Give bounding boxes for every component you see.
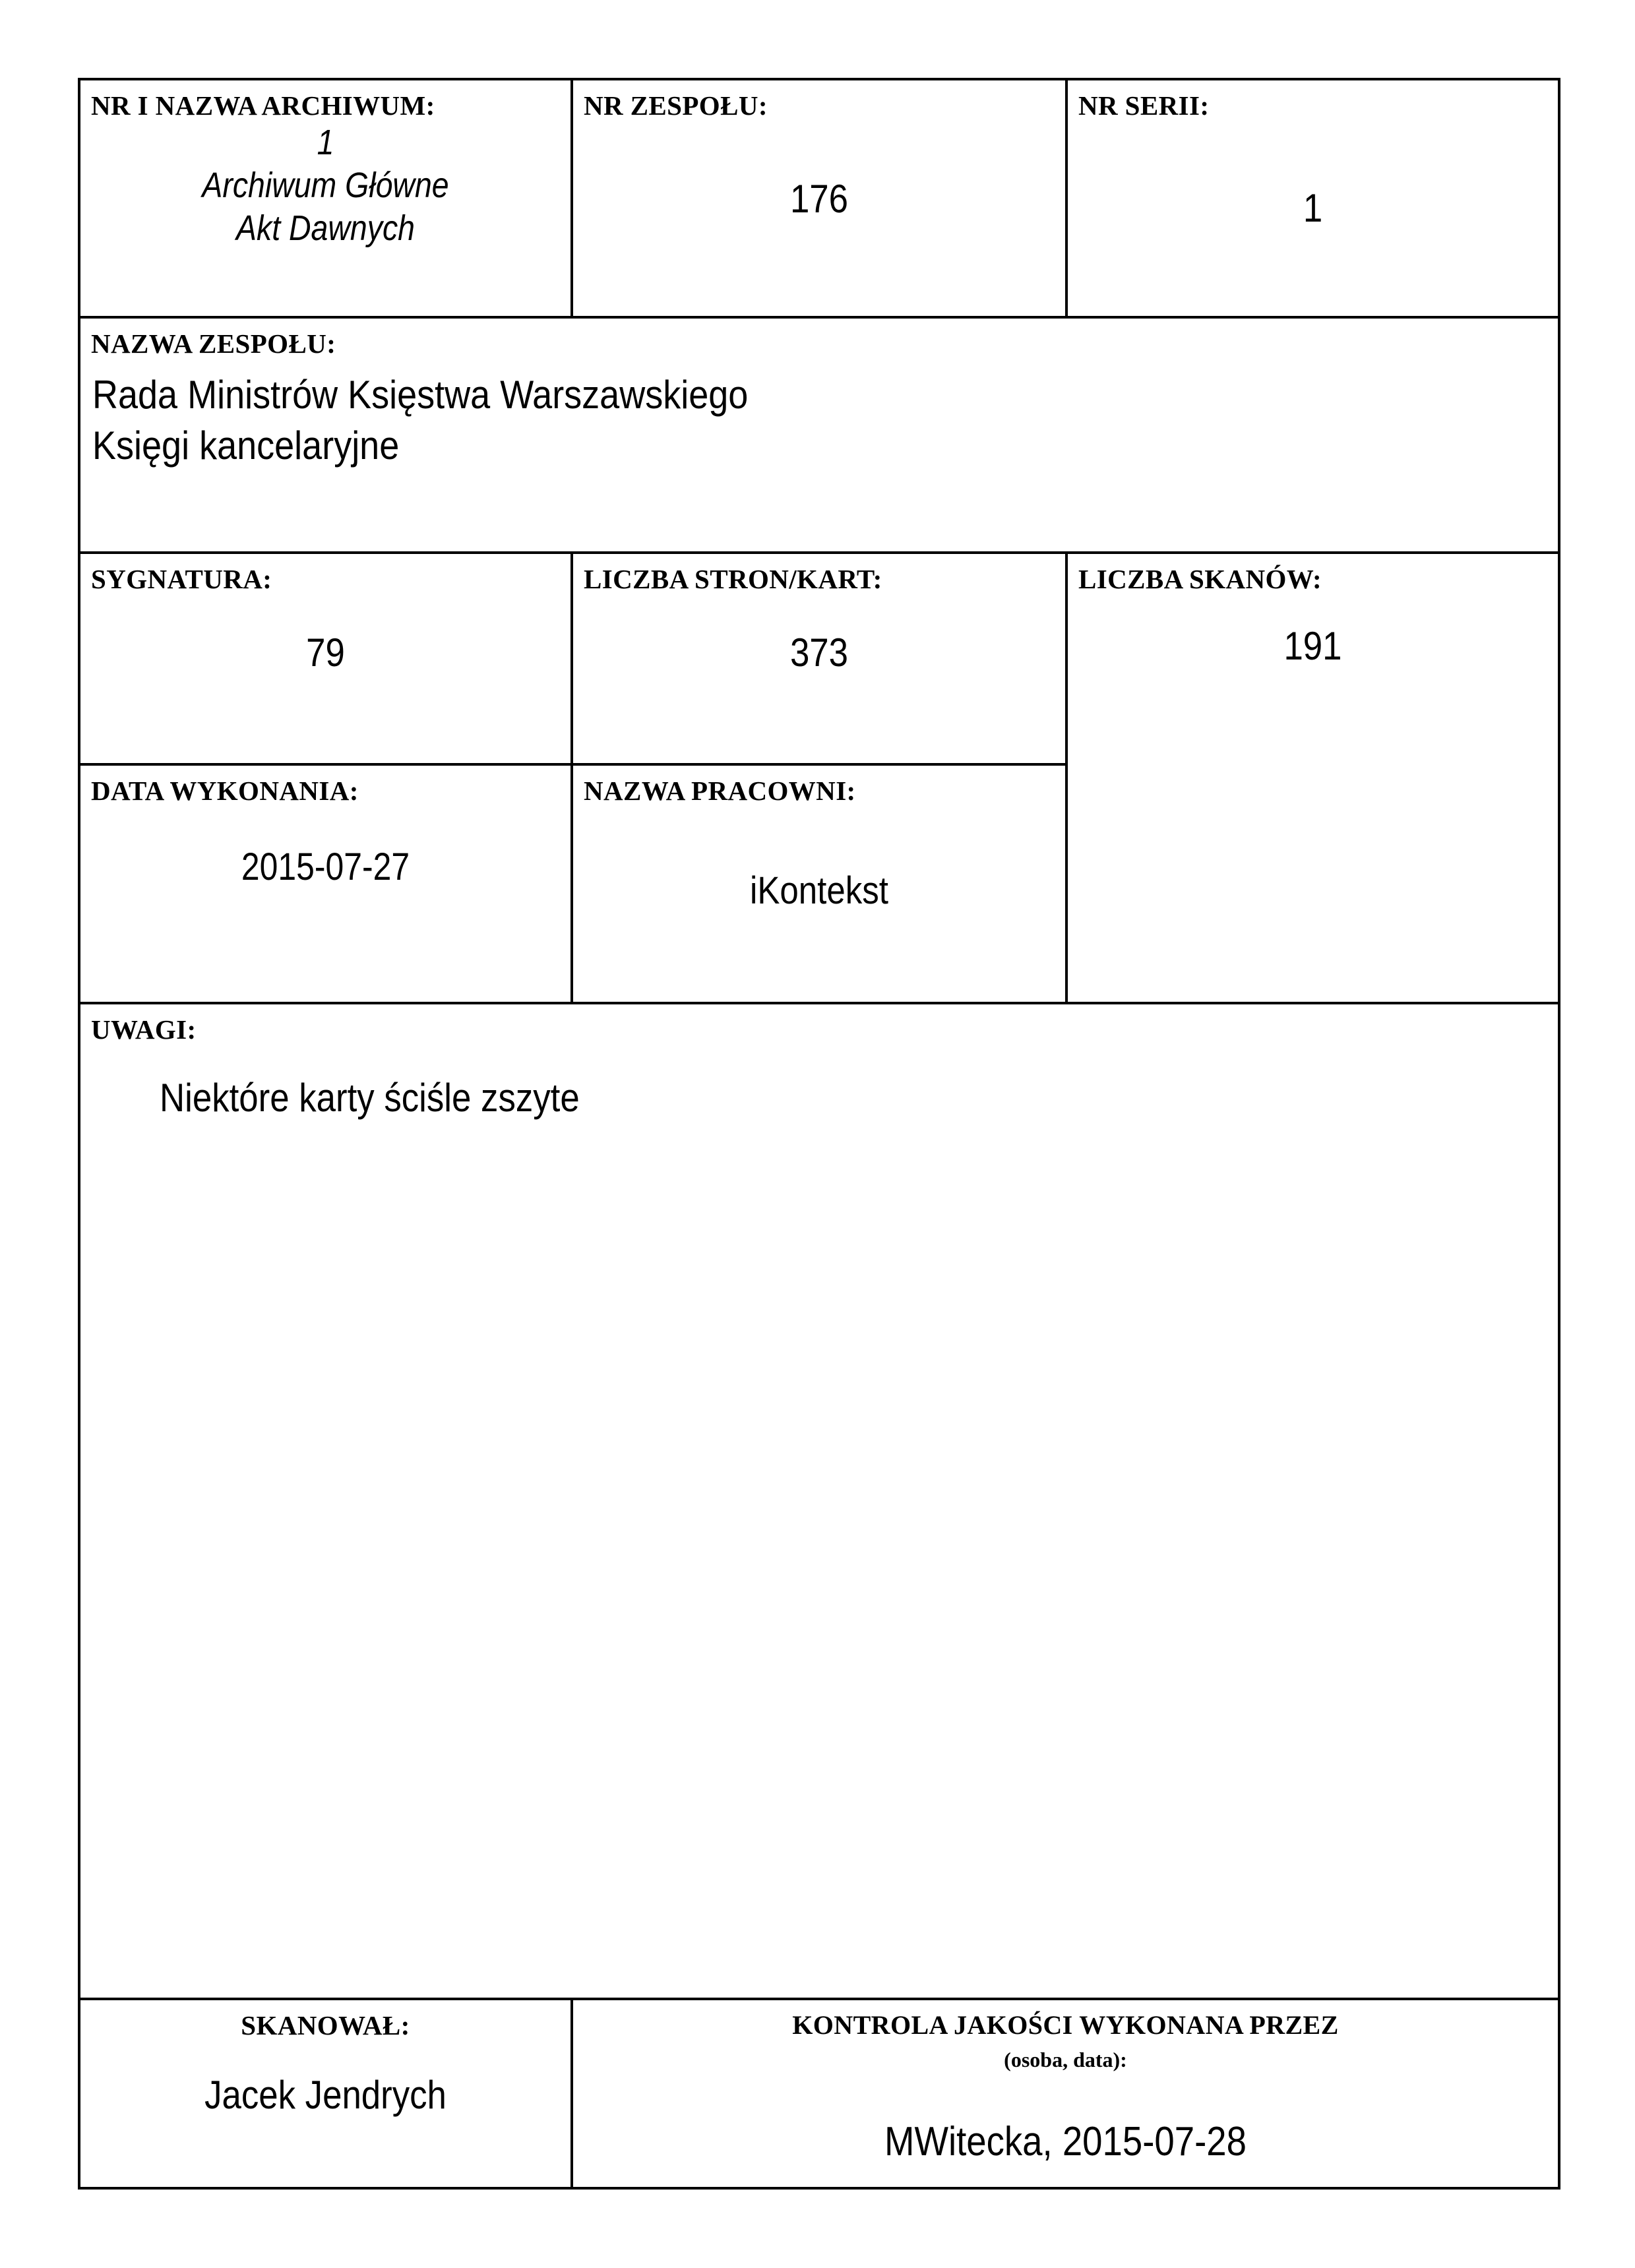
value-remarks: Niektóre karty ściśle zszyte — [160, 1076, 580, 1120]
cell-series-number — [1066, 79, 1559, 317]
cell-remarks — [79, 1003, 1559, 1999]
table-row-fonds-name — [79, 317, 1559, 552]
label-fonds-name: NAZWA ZESPOŁU: — [91, 328, 336, 359]
cell-fonds-number — [572, 79, 1066, 317]
value-remarks-wrap — [160, 1076, 1479, 1120]
label-series-number: NR SERII: — [1078, 90, 1210, 121]
cell-scanned-by — [79, 1999, 572, 2188]
label-pages-count: LICZBA STRON/KART: — [584, 563, 882, 594]
table-row-counts — [79, 553, 1559, 764]
value-scanned-by-wrap — [80, 2073, 571, 2117]
table-row-archive — [79, 79, 1559, 317]
label-quality-control-sub: (osoba, data): — [1004, 2047, 1127, 2071]
label-fonds-number: NR ZESPOŁU: — [584, 90, 768, 121]
cell-signature — [79, 553, 572, 764]
value-series-number-wrap — [1068, 186, 1558, 230]
value-archive-name-line1: Archiwum Główne — [202, 165, 449, 205]
cell-pages-count — [572, 553, 1066, 764]
value-scans-count: 191 — [1283, 623, 1342, 668]
value-signature-wrap — [80, 630, 571, 675]
cell-studio-name — [572, 764, 1066, 1003]
table-row-signoff — [79, 1999, 1559, 2188]
value-studio-name-wrap — [573, 870, 1065, 913]
cell-scans-count — [1066, 553, 1559, 1004]
value-fonds-name-wrap — [92, 370, 1546, 472]
label-quality-control: KONTROLA JAKOŚCI WYKONANA PRZEZ — [792, 2009, 1339, 2040]
cell-execution-date — [79, 764, 572, 1003]
value-quality-control-wrap — [573, 2119, 1558, 2164]
label-execution-date: DATA WYKONANIA: — [91, 775, 359, 806]
label-remarks: UWAGI: — [91, 1014, 197, 1045]
value-fonds-name-line2: Księgi kancelaryjne — [92, 423, 400, 468]
value-fonds-number: 176 — [789, 177, 849, 221]
value-pages-count: 373 — [789, 630, 849, 675]
value-signature: 79 — [306, 630, 345, 675]
label-scans-count: LICZBA SKANÓW: — [1078, 563, 1322, 594]
scan-metadata-form-table — [78, 78, 1560, 2190]
label-studio-name: NAZWA PRACOWNI: — [584, 775, 856, 806]
value-execution-date-wrap — [80, 846, 571, 889]
value-archive-wrap — [80, 121, 571, 249]
value-studio-name: iKontekst — [750, 869, 888, 912]
value-quality-control: MWitecka, 2015-07-28 — [884, 2118, 1247, 2164]
cell-quality-control — [572, 1999, 1559, 2188]
value-series-number: 1 — [1303, 186, 1323, 230]
label-scanned-by: SKANOWAŁ: — [241, 2009, 410, 2040]
value-execution-date: 2015-07-27 — [241, 845, 410, 888]
value-archive-number: 1 — [317, 123, 334, 162]
cell-archive-name — [79, 79, 572, 317]
cell-fonds-name — [79, 317, 1559, 552]
value-fonds-number-wrap — [573, 177, 1065, 221]
table-row-remarks — [79, 1003, 1559, 1999]
value-scanned-by: Jacek Jendrych — [204, 2072, 447, 2117]
label-signature: SYGNATURA: — [91, 563, 272, 594]
label-archive-name: NR I NAZWA ARCHIWUM: — [91, 90, 435, 121]
value-archive-name-line2: Akt Dawnych — [235, 208, 416, 248]
value-pages-count-wrap — [573, 630, 1065, 675]
value-fonds-name-line1: Rada Ministrów Księstwa Warszawskiego — [92, 373, 749, 417]
value-scans-count-wrap — [1068, 624, 1558, 668]
